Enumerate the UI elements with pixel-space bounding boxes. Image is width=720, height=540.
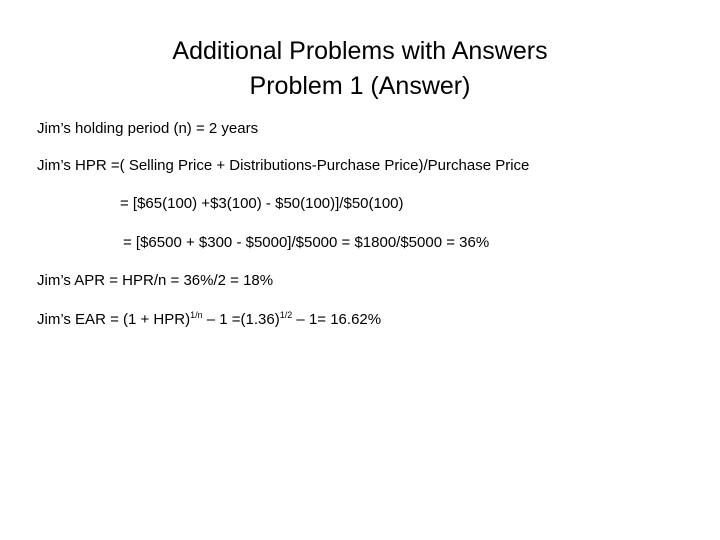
holding-period-line: Jim’s holding period (n) = 2 years — [37, 120, 259, 137]
ear-part-1: Jim’s EAR = (1 + HPR) — [37, 311, 191, 328]
title-line-1: Additional Problems with Answers — [172, 37, 548, 65]
apr-line: Jim’s APR = HPR/n = 36%/2 = 18% — [37, 272, 274, 289]
hpr-result-line: = [$6500 + $300 - $5000]/$5000 = $1800/$5000 = 36% — [123, 234, 490, 251]
ear-exponent-1: 1/n — [190, 310, 203, 320]
ear-part-3: – 1= 16.62% — [292, 311, 382, 328]
ear-exponent-2: 1/2 — [279, 310, 293, 320]
title-line-2: Problem 1 (Answer) — [249, 72, 471, 100]
ear-line — [37, 311, 381, 329]
hpr-formula-line: Jim’s HPR =( Selling Price + Distributions-Purchase Price)/Purchase Price — [37, 157, 530, 174]
hpr-substitution-line: = [$65(100) +$3(100) - $50(100)]/$50(100) — [120, 195, 404, 212]
ear-part-2: – 1 =(1.36) — [202, 311, 280, 328]
slide-title — [0, 34, 720, 104]
